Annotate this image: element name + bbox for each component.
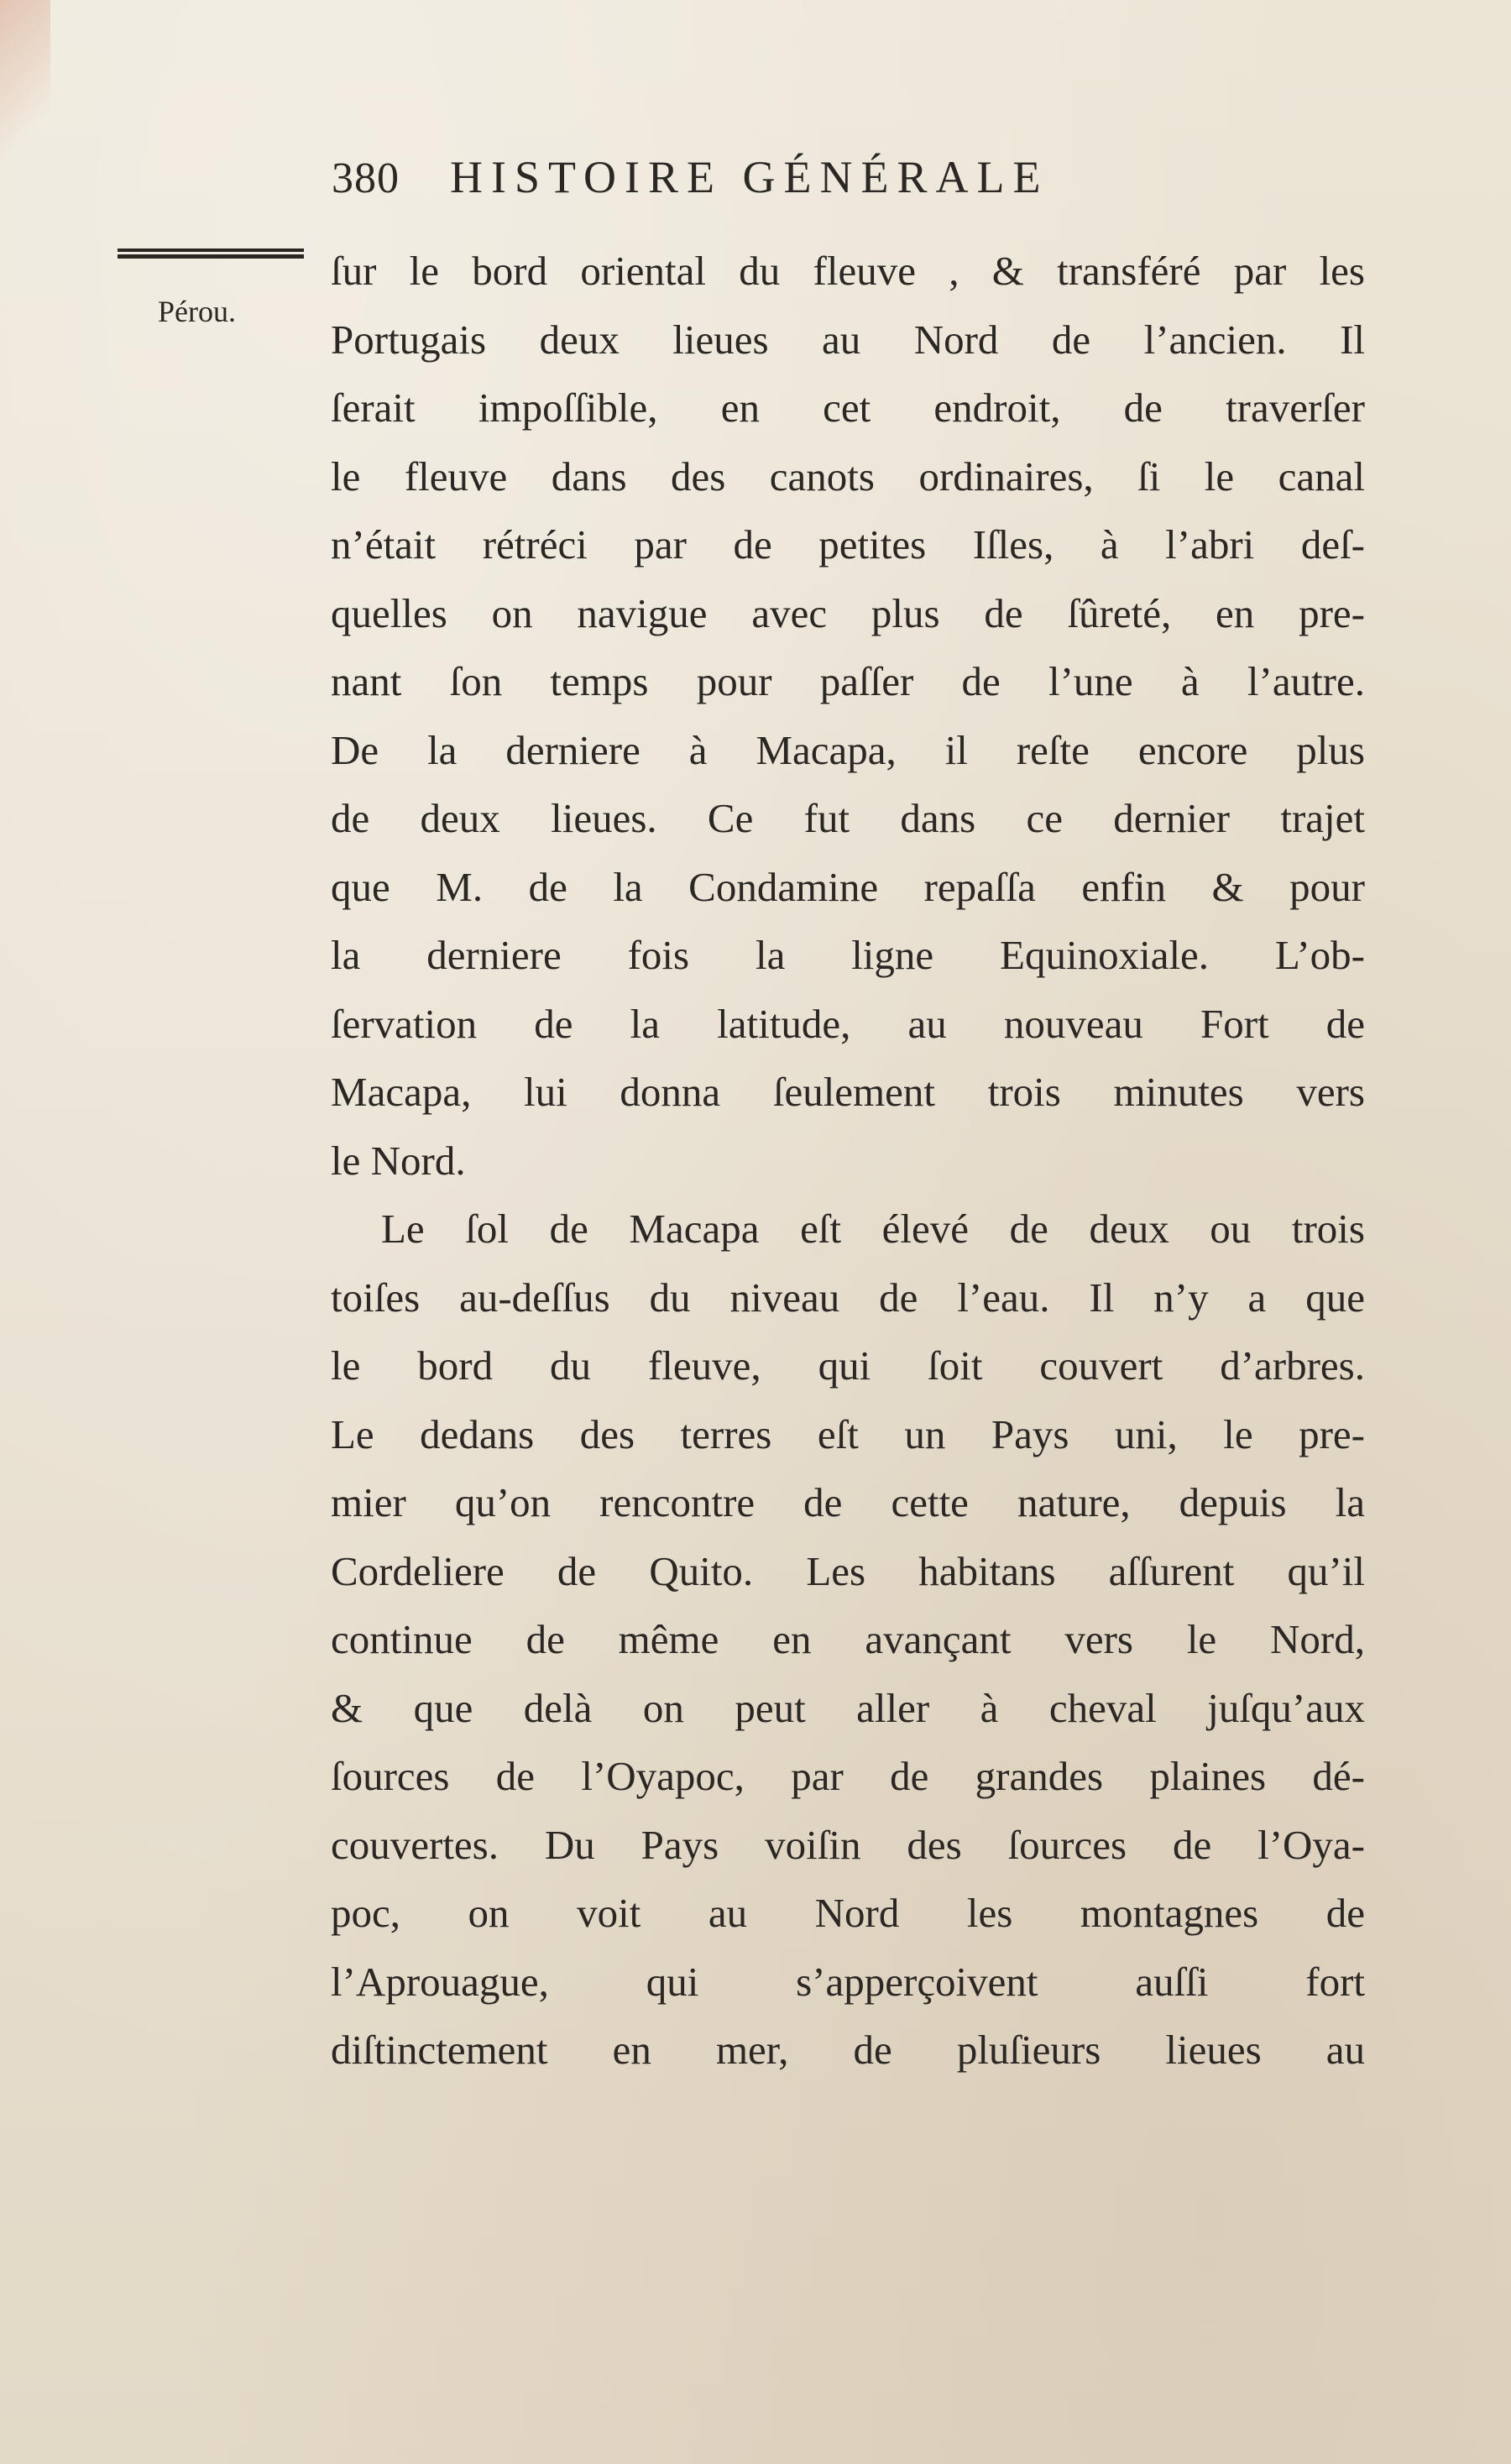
text-line: l’Aprouague, qui s’apperçoivent auſſi fort bbox=[331, 1958, 1365, 2005]
text-line: ſervation de la latitude, au nouveau Fort de bbox=[331, 1000, 1365, 1047]
text-line: nant ſon temps pour paſſer de l’une à l’autre. bbox=[331, 658, 1365, 704]
body-text bbox=[331, 237, 1365, 2085]
header-title: HISTOIRE GÉNÉRALE bbox=[450, 152, 1049, 202]
text-line: De la derniere à Macapa, il reſte encore plus bbox=[331, 726, 1365, 773]
page-edge-stain bbox=[0, 0, 50, 185]
text-line: le Nord. bbox=[331, 1137, 466, 1184]
text-line: & que delà on peut aller à cheval juſqu’aux bbox=[331, 1684, 1365, 1731]
text-line: le bord du fleuve, qui ſoit couvert d’arbres. bbox=[331, 1342, 1365, 1389]
text-line: diſtinctement en mer, de pluſieurs lieues au bbox=[331, 2027, 1365, 2073]
text-line: toiſes au-deſſus du niveau de l’eau. Il n’y a que bbox=[331, 1274, 1365, 1321]
text-line: ſur le bord oriental du fleuve , & transféré par les bbox=[331, 248, 1365, 294]
text-line: couvertes. Du Pays voiſin des ſources de l’Oya- bbox=[331, 1821, 1365, 1868]
text-line: Le dedans des terres eſt un Pays uni, le pre- bbox=[331, 1410, 1365, 1457]
text-line: de deux lieues. Ce fut dans ce dernier trajet bbox=[331, 795, 1365, 841]
text-line: le fleuve dans des canots ordinaires, ſi le canal bbox=[331, 453, 1365, 500]
text-line: Le ſol de Macapa eſt élevé de deux ou trois bbox=[381, 1206, 1365, 1252]
text-line: Portugais deux lieues au Nord de l’ancien. Il bbox=[331, 316, 1365, 363]
text-line: la derniere fois la ligne Equinoxiale. L’ob- bbox=[331, 932, 1365, 978]
text-line: ſources de l’Oyapoc, par de grandes plaines dé- bbox=[331, 1753, 1365, 1799]
margin-rule bbox=[118, 248, 304, 262]
margin-note: Pérou. bbox=[158, 295, 236, 328]
text-line: que M. de la Condamine repaſſa enfin & pour bbox=[331, 863, 1365, 910]
text-line: n’était rétréci par de petites Iſles, à l’abri deſ- bbox=[331, 521, 1365, 568]
text-line: quelles on navigue avec plus de ſûreté, en pre- bbox=[331, 589, 1365, 636]
paragraph-1 bbox=[331, 237, 1365, 1195]
running-head bbox=[332, 151, 1372, 218]
text-line: ſerait impoſſible, en cet endroit, de traverſer bbox=[331, 385, 1365, 431]
text-line: Cordeliere de Quito. Les habitans aſſurent qu’il bbox=[331, 1547, 1365, 1594]
page-number: 380 bbox=[332, 154, 400, 202]
text-line: Macapa, lui donna ſeulement trois minutes vers bbox=[331, 1069, 1365, 1115]
paragraph-2 bbox=[331, 1195, 1365, 2085]
text-line: continue de même en avançant vers le Nord, bbox=[331, 1616, 1365, 1662]
text-line: poc, on voit au Nord les montagnes de bbox=[331, 1890, 1365, 1936]
text-line: mier qu’on rencontre de cette nature, depuis la bbox=[331, 1479, 1365, 1525]
